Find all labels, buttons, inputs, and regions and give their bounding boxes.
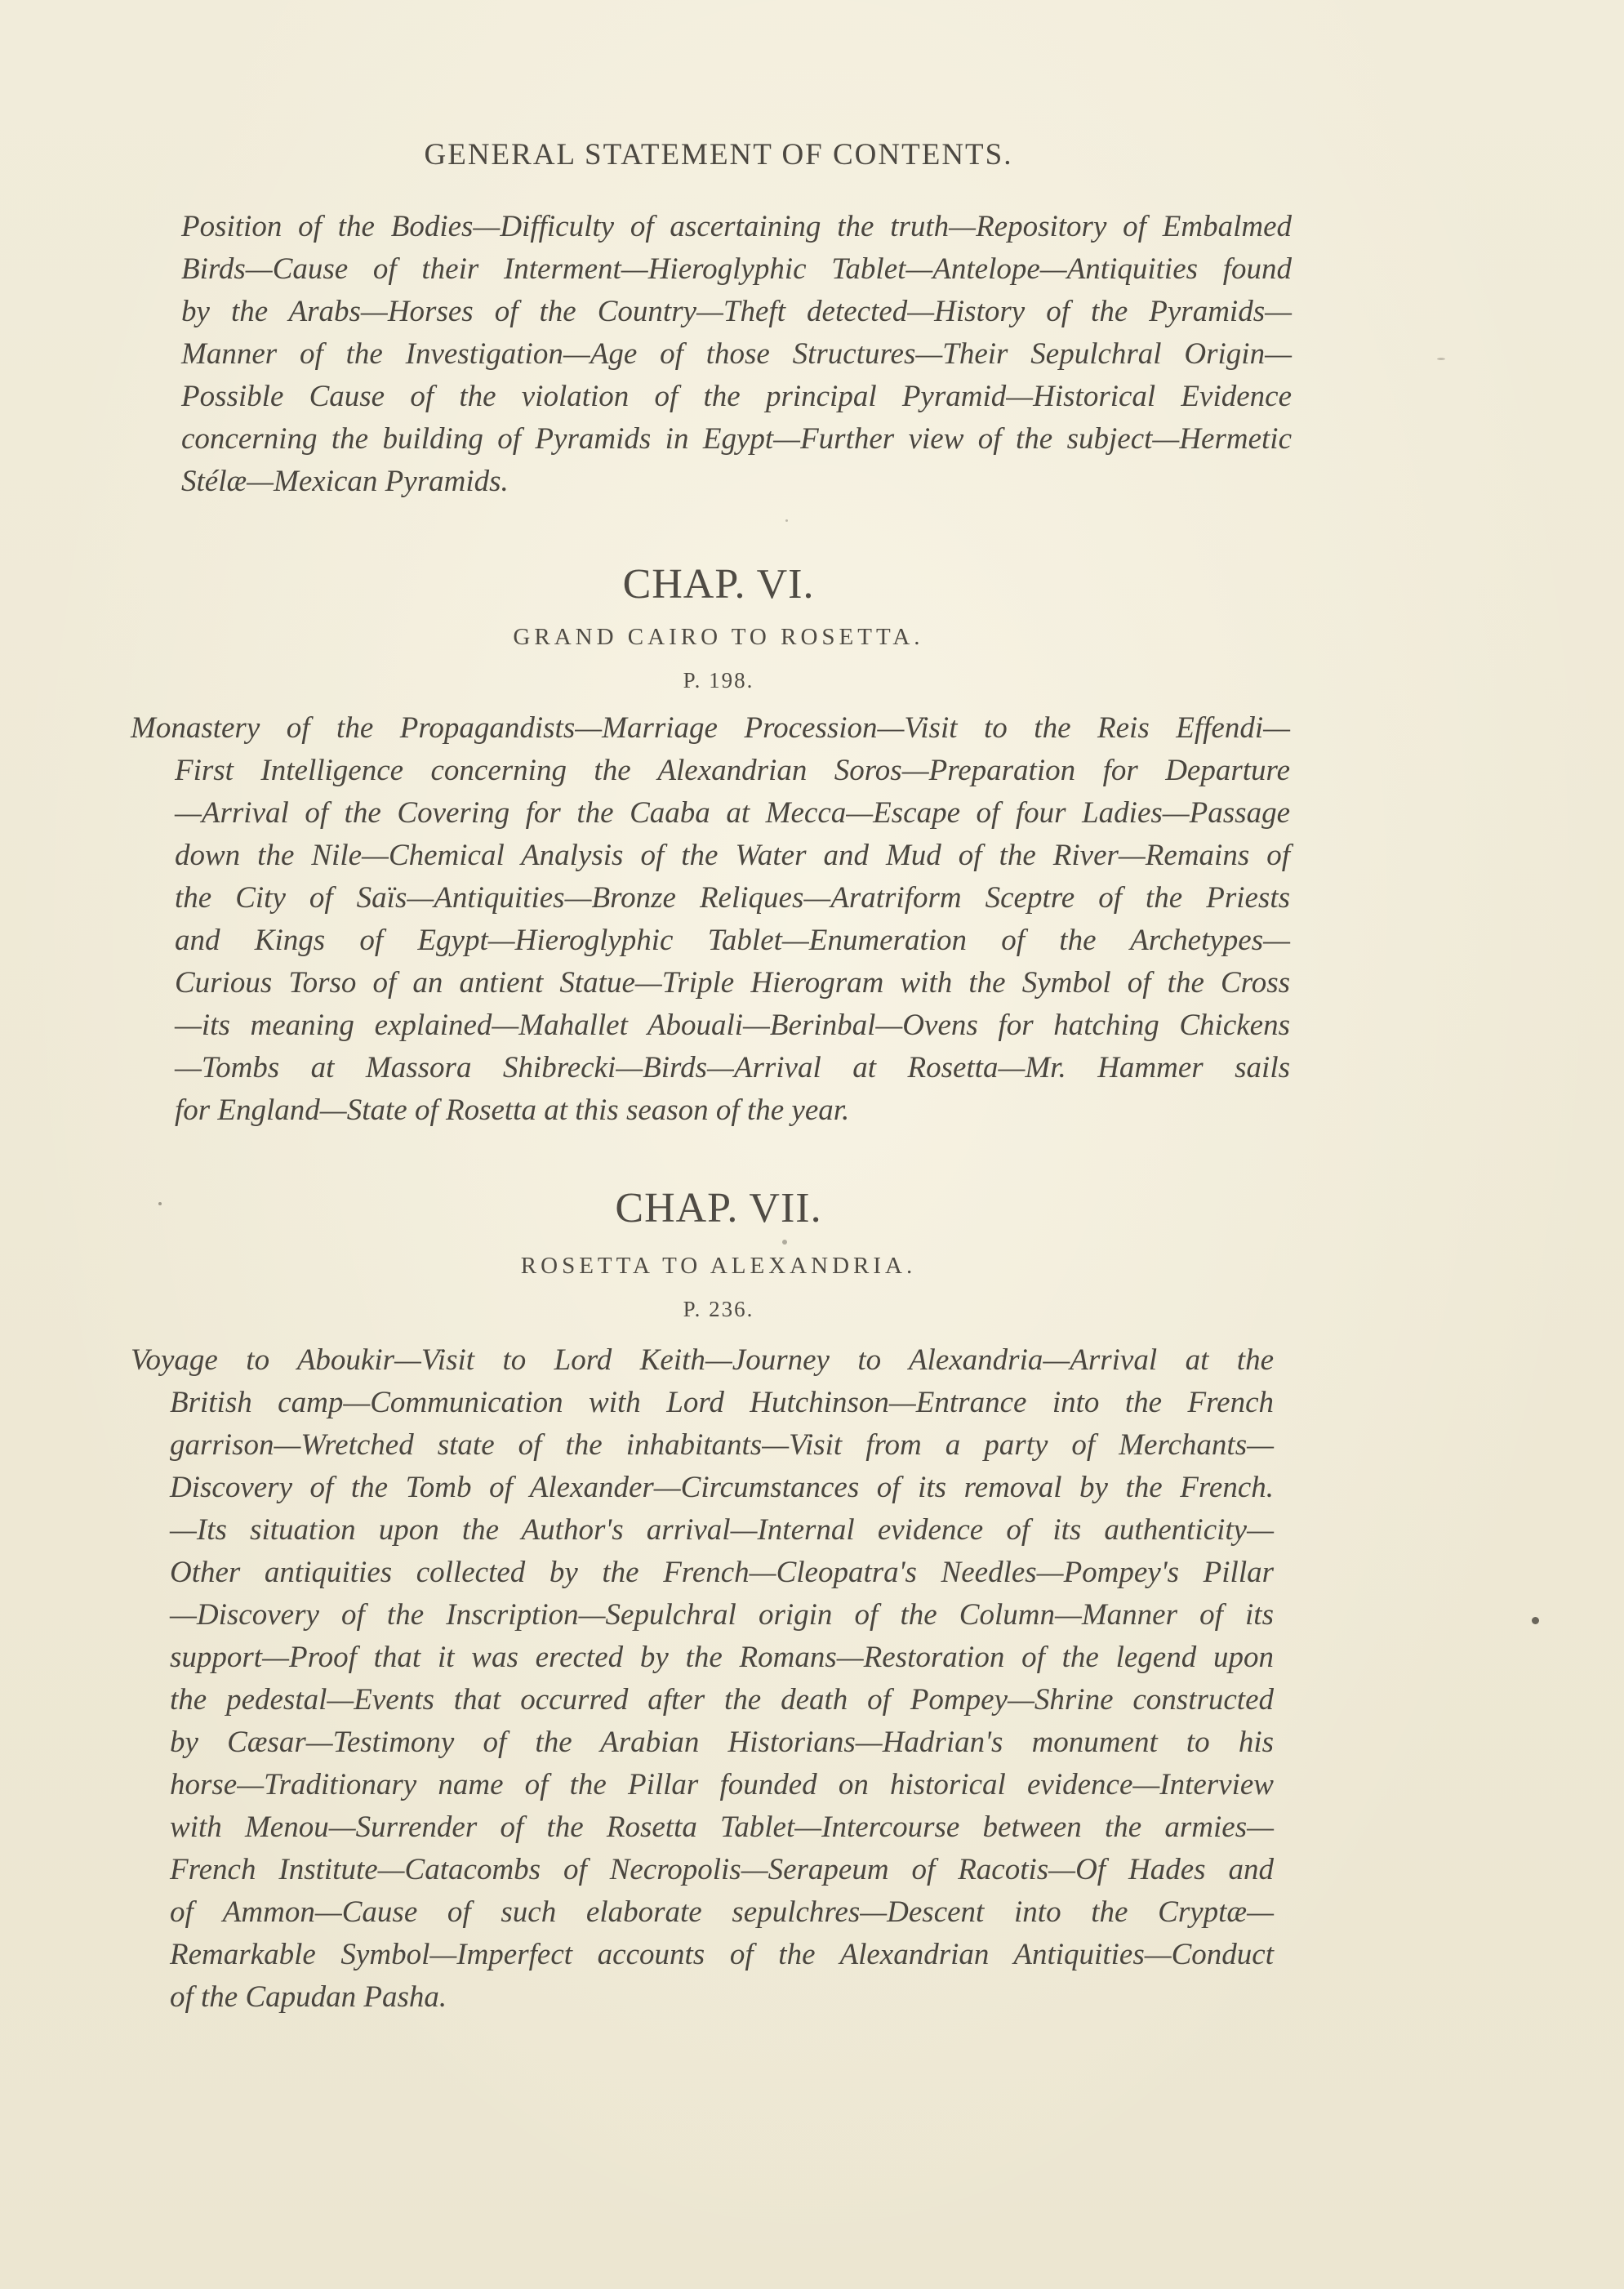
text-line: of Ammon—Cause of such elaborate sepulchres—Descent into the Cryptæ—: [170, 1895, 1274, 1929]
paper-speck: [785, 519, 788, 522]
text-line: —Arrival of the Covering for the Caaba at Mecca—Escape of four Ladies—Passage: [175, 796, 1290, 830]
text-line: support—Proof that it was erected by the Romans—Restoration of the legend upon: [170, 1641, 1274, 1674]
text-line: —Tombs at Massora Shibrecki—Birds—Arrival at Rosetta—Mr. Hammer sails: [175, 1051, 1290, 1084]
text-line: British camp—Communication with Lord Hutchinson—Entrance into the French: [170, 1386, 1274, 1419]
text-line: and Kings of Egypt—Hieroglyphic Tablet—Enumeration of the Archetypes—: [175, 924, 1290, 957]
intro-paragraph: [181, 206, 1292, 503]
text-line: garrison—Wretched state of the inhabitants—Visit from a party of Merchants—: [170, 1428, 1274, 1462]
paper-speck: [158, 1202, 162, 1205]
chapter-subtitle: ROSETTA TO ALEXANDRIA.: [520, 1253, 917, 1279]
text-line: Discovery of the Tomb of Alexander—Circumstances of its removal by the French.: [170, 1471, 1274, 1504]
text-line: horse—Traditionary name of the Pillar founded on historical evidence—Interview: [170, 1768, 1274, 1801]
text-line: Other antiquities collected by the French—Cleopatra's Needles—Pompey's Pillar: [170, 1556, 1274, 1589]
chapter-title: CHAP. VI.: [622, 561, 815, 608]
text-line: by the Arabs—Horses of the Country—Theft detected—History of the Pyramids—: [181, 295, 1292, 328]
text-line: Manner of the Investigation—Age of those Structures—Their Sepulchral Origin—: [181, 337, 1292, 371]
text-line: down the Nile—Chemical Analysis of the Water and Mud of the River—Remains of: [175, 839, 1290, 872]
text-line: Monastery of the Propagandists—Marriage Procession—Visit to the Reis Effendi—: [131, 711, 1290, 745]
text-line: concerning the building of Pyramids in Egypt—Further view of the subject—Hermetic: [181, 422, 1292, 456]
text-line: for England—State of Rosetta at this season of the year.: [175, 1093, 850, 1127]
text-line: —Its situation upon the Author's arrival—Internal evidence of its authenticity—: [170, 1513, 1274, 1547]
text-line: —Discovery of the Inscription—Sepulchral origin of the Column—Manner of its: [170, 1598, 1274, 1632]
paper-speck: [1532, 1617, 1539, 1624]
text-line: First Intelligence concerning the Alexandrian Soros—Preparation for Departure: [175, 754, 1290, 787]
text-line: of the Capudan Pasha.: [170, 1980, 447, 2014]
text-line: Possible Cause of the violation of the principal Pyramid—Historical Evidence: [181, 380, 1292, 413]
running-head: GENERAL STATEMENT OF CONTENTS.: [424, 138, 1013, 171]
text-line: Stélæ—Mexican Pyramids.: [181, 465, 509, 498]
text-line: Remarkable Symbol—Imperfect accounts of the Alexandrian Antiquities—Conduct: [170, 1938, 1274, 1971]
text-line: with Menou—Surrender of the Rosetta Tablet—Intercourse between the armies—: [170, 1810, 1274, 1844]
chapter-page-ref: P. 198.: [683, 668, 754, 692]
chapter-contents: [131, 1339, 1274, 2019]
chapter-title: CHAP. VII.: [615, 1185, 822, 1231]
text-line: Position of the Bodies—Difficulty of ascertaining the truth—Repository of Embalmed: [181, 210, 1292, 243]
text-line: by Cæsar—Testimony of the Arabian Historians—Hadrian's monument to his: [170, 1726, 1274, 1759]
text-line: Birds—Cause of their Interment—Hieroglyphic Tablet—Antelope—Antiquities found: [181, 252, 1292, 286]
text-line: French Institute—Catacombs of Necropolis—Serapeum of Racotis—Of Hades and: [170, 1853, 1274, 1886]
text-line: the pedestal—Events that occurred after the death of Pompey—Shrine constructed: [170, 1683, 1274, 1717]
chapter-page-ref: P. 236.: [683, 1297, 754, 1321]
chapter-subtitle: GRAND CAIRO TO ROSETTA.: [513, 624, 924, 650]
text-line: Curious Torso of an antient Statue—Triple Hierogram with the Symbol of the Cross: [175, 966, 1290, 1000]
text-line: the City of Saïs—Antiquities—Bronze Reliques—Aratriform Sceptre of the Priests: [175, 881, 1290, 915]
paper-speck: [1437, 358, 1445, 360]
text-line: —its meaning explained—Mahallet Abouali—Berinbal—Ovens for hatching Chickens: [175, 1009, 1290, 1042]
paper-speck: [782, 1240, 787, 1245]
chapter-contents: [131, 707, 1290, 1132]
text-line: Voyage to Aboukir—Visit to Lord Keith—Journey to Alexandria—Arrival at the: [131, 1343, 1274, 1377]
